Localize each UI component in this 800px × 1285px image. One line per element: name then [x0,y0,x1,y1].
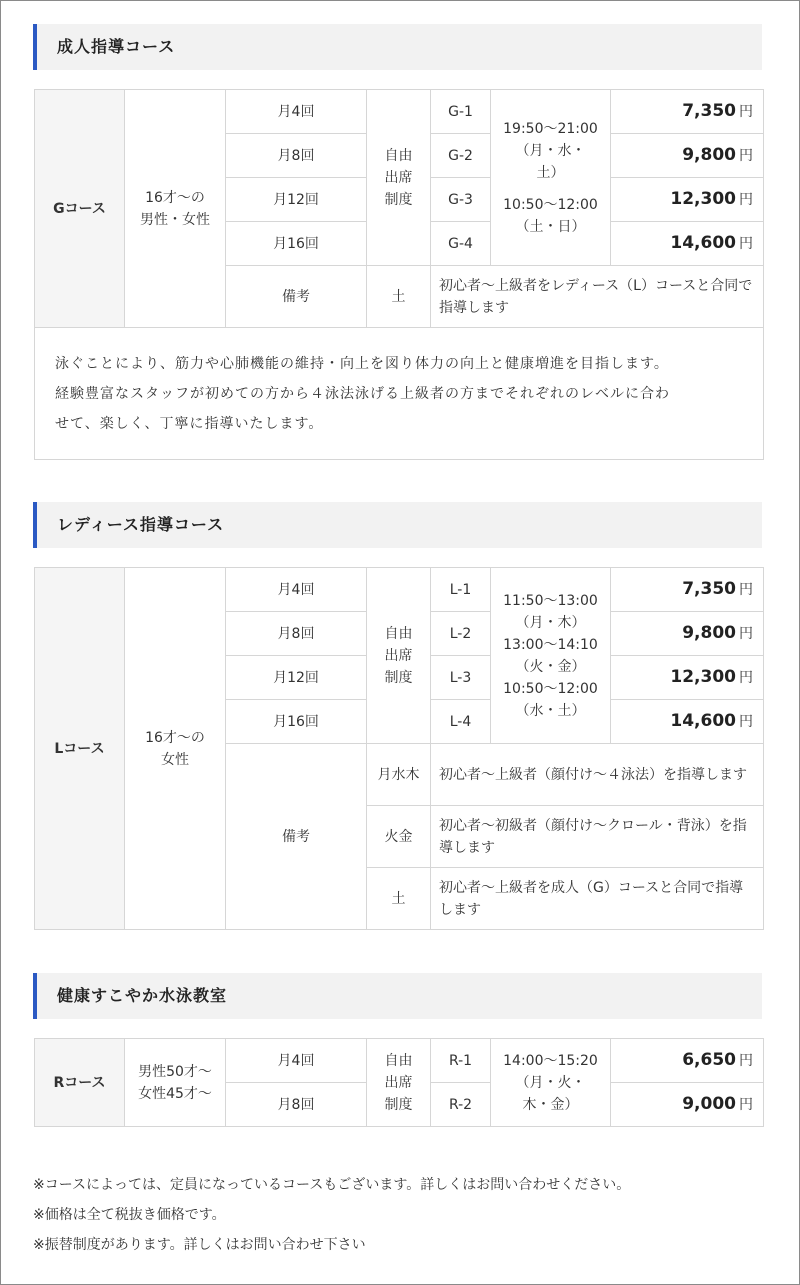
schedule: 11:50〜13:00 （月・木） 13:00〜14:10 （火・金） 10:50〜12:00 （水・土） [491,568,611,744]
course-name: Gコース [35,90,125,328]
attendance-system: 自由 出席 制度 [367,90,431,266]
class-code: L-1 [431,568,491,612]
frequency: 月12回 [226,178,367,222]
eligibility: 16才〜の 男性・女性 [125,90,226,328]
class-code: G-2 [431,134,491,178]
note-label: 備考 [226,744,367,930]
frequency: 月4回 [226,90,367,134]
course-name: Rコース [35,1039,125,1127]
l-course-table [34,567,764,930]
price: 14,600 円 [611,700,764,744]
attendance-system: 自由 出席 制度 [367,1039,431,1127]
class-code: G-3 [431,178,491,222]
note-text: 初心者〜上級者（顔付け〜４泳法）を指導します [431,744,764,806]
class-code: L-4 [431,700,491,744]
eligibility: 16才〜の 女性 [125,568,226,930]
eligibility: 男性50才〜 女性45才〜 [125,1039,226,1127]
section-title-health: 健康すこやか水泳教室 [33,973,762,1019]
table-row [35,90,764,134]
course-description: 泳ぐことにより、筋力や心肺機能の維持・向上を図り体力の向上と健康増進を目指します。 経験豊富なスタッフが初めての方から４泳法泳げる上級者の方までそれぞれのレベルに合わ せて、楽しく、丁寧に指導いたします。 [35,328,764,460]
price: 9,800 円 [611,134,764,178]
price: 9,000 円 [611,1083,764,1127]
note-text: 初心者〜初級者（顔付け〜クロール・背泳）を指導します [431,806,764,868]
footnote: ※振替制度があります。詳しくはお問い合わせ下さい [33,1237,366,1253]
frequency: 月8回 [226,1083,367,1127]
price: 14,600 円 [611,222,764,266]
frequency: 月8回 [226,612,367,656]
frequency: 月16回 [226,222,367,266]
g-course-table [34,89,764,460]
table-row [35,568,764,612]
frequency: 月4回 [226,1039,367,1083]
footnote: ※コースによっては、定員になっているコースもございます。詳しくはお問い合わせください。 [33,1177,631,1193]
section-title-ladies: レディース指導コース [33,502,762,548]
note-text: 初心者〜上級者をレディース（L）コースと合同で指導します [431,266,764,328]
class-code: R-1 [431,1039,491,1083]
note-label: 備考 [226,266,367,328]
r-course-table [34,1038,764,1127]
price: 7,350 円 [611,568,764,612]
attendance-system: 自由 出席 制度 [367,568,431,744]
class-code: L-3 [431,656,491,700]
price: 7,350 円 [611,90,764,134]
price: 12,300 円 [611,178,764,222]
frequency: 月16回 [226,700,367,744]
note-day: 火金 [367,806,431,868]
section-title-adult: 成人指導コース [33,24,762,70]
frequency: 月12回 [226,656,367,700]
frequency: 月4回 [226,568,367,612]
note-day: 月水木 [367,744,431,806]
footnote: ※価格は全て税抜き価格です。 [33,1207,226,1223]
class-code: L-2 [431,612,491,656]
price: 6,650 円 [611,1039,764,1083]
class-code: G-1 [431,90,491,134]
footnotes [33,1170,630,1260]
schedule: 14:00〜15:20 （月・火・ 木・金） [491,1039,611,1127]
description-row [35,328,764,460]
note-day: 土 [367,266,431,328]
course-name: Lコース [35,568,125,930]
frequency: 月8回 [226,134,367,178]
table-row [35,1039,764,1083]
note-day: 土 [367,868,431,930]
schedule: 19:50〜21:00 （月・水・ 土） 10:50〜12:00 （土・日） [491,90,611,266]
class-code: R-2 [431,1083,491,1127]
note-text: 初心者〜上級者を成人（G）コースと合同で指導します [431,868,764,930]
price: 12,300 円 [611,656,764,700]
price: 9,800 円 [611,612,764,656]
class-code: G-4 [431,222,491,266]
